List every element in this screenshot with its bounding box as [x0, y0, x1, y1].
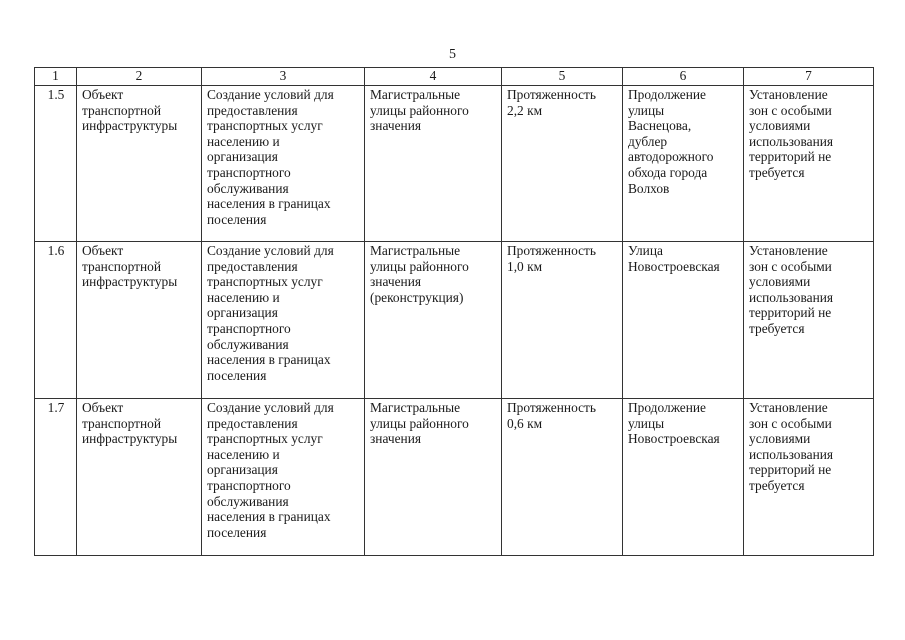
- table-row: [35, 242, 874, 399]
- location-cell: [623, 86, 744, 242]
- length-text: Протяженность 0,6 км: [507, 400, 597, 431]
- table-row: [35, 399, 874, 556]
- column-number-row: [35, 68, 874, 86]
- object-cell: [77, 86, 202, 242]
- row-number: 1.7: [35, 399, 77, 556]
- row-number: 1.5: [35, 86, 77, 242]
- table-row: [35, 86, 874, 242]
- length-cell: [502, 242, 623, 399]
- purpose-text: Создание условий для предоставления транспортных услуг населению и организация транспортного обслуживания населения в границах поселения: [207, 400, 334, 540]
- page-number: 5: [449, 47, 456, 62]
- length-cell: [502, 399, 623, 556]
- type-text: Магистральные улицы районного значения (реконструкция): [370, 243, 469, 305]
- location-text: Продолжение улицы Васнецова, дублер автодорожного обхода города Волхов: [628, 87, 714, 196]
- planning-objects-table: [34, 67, 874, 556]
- location-text: Улица Новостроевская: [628, 243, 720, 274]
- purpose-text: Создание условий для предоставления транспортных услуг населению и организация транспортного обслуживания населения в границах поселения: [207, 243, 334, 383]
- length-cell: [502, 86, 623, 242]
- zones-text: Установление зон с особыми условиями использования территорий не требуется: [749, 400, 834, 493]
- column-header: 7: [744, 68, 874, 86]
- location-text: Продолжение улицы Новостроевская: [628, 400, 720, 447]
- zones-cell: [744, 86, 874, 242]
- type-text: Магистральные улицы районного значения: [370, 400, 469, 447]
- object-cell: [77, 242, 202, 399]
- length-text: Протяженность 1,0 км: [507, 243, 597, 274]
- zones-cell: [744, 242, 874, 399]
- location-cell: [623, 399, 744, 556]
- column-header: 3: [202, 68, 365, 86]
- object-text: Объект транспортной инфраструктуры: [82, 400, 178, 447]
- location-cell: [623, 242, 744, 399]
- purpose-text: Создание условий для предоставления транспортных услуг населению и организация транспортного обслуживания населения в границах поселения: [207, 87, 334, 227]
- object-cell: [77, 399, 202, 556]
- row-number: 1.6: [35, 242, 77, 399]
- type-text: Магистральные улицы районного значения: [370, 87, 469, 134]
- type-cell: [365, 399, 502, 556]
- zones-cell: [744, 399, 874, 556]
- column-header: 4: [365, 68, 502, 86]
- purpose-cell: [202, 399, 365, 556]
- purpose-cell: [202, 242, 365, 399]
- purpose-cell: [202, 86, 365, 242]
- type-cell: [365, 242, 502, 399]
- column-header: 5: [502, 68, 623, 86]
- column-header: 2: [77, 68, 202, 86]
- object-text: Объект транспортной инфраструктуры: [82, 243, 178, 290]
- zones-text: Установление зон с особыми условиями использования территорий не требуется: [749, 87, 834, 180]
- object-text: Объект транспортной инфраструктуры: [82, 87, 178, 134]
- column-header: 6: [623, 68, 744, 86]
- zones-text: Установление зон с особыми условиями использования территорий не требуется: [749, 243, 834, 336]
- length-text: Протяженность 2,2 км: [507, 87, 597, 118]
- column-header: 1: [35, 68, 77, 86]
- type-cell: [365, 86, 502, 242]
